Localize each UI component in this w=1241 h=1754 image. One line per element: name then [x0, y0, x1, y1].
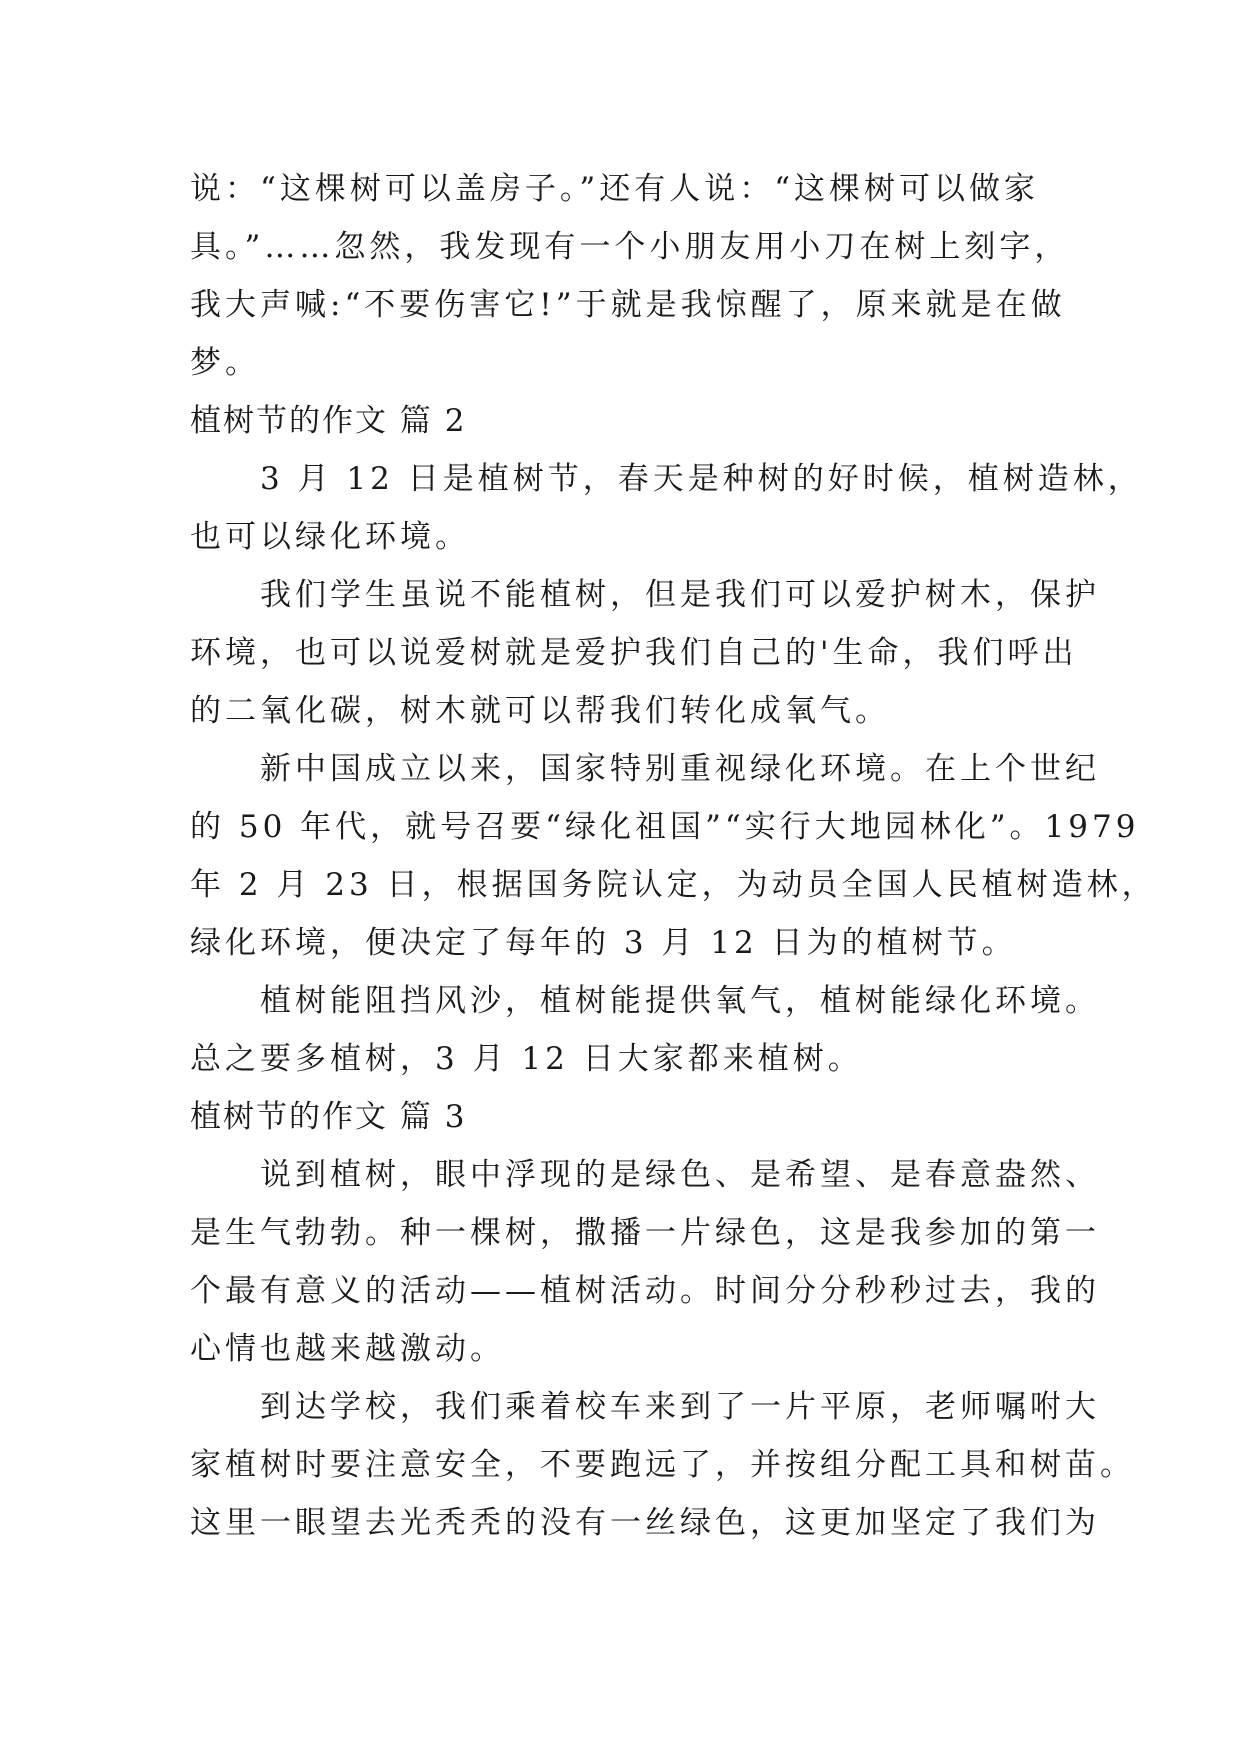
- text-line: 说：“这棵树可以盖房子。”还有人说：“这棵树可以做家: [190, 171, 1040, 207]
- text-line: 我们学生虽说不能植树，但是我们可以爱护树木，保护: [260, 577, 1100, 613]
- text-line: 总之要多植树，3 月 12 日大家都来植树。: [190, 1041, 863, 1077]
- text-line: 也可以绿化环境。: [190, 519, 470, 555]
- text-line: 植树能阻挡风沙，植树能提供氧气，植树能绿化环境。: [260, 983, 1100, 1019]
- text-line: 家植树时要注意安全，不要跑远了，并按组分配工具和树苗。: [190, 1447, 1135, 1483]
- section-heading: 植树节的作文 篇 3: [190, 1099, 467, 1135]
- text-line: 梦。: [190, 345, 260, 381]
- section-heading: 植树节的作文 篇 2: [190, 403, 467, 439]
- text-line: 绿化环境，便决定了每年的 3 月 12 日为的植树节。: [190, 925, 1017, 961]
- text-line: 年 2 月 23 日，根据国务院认定，为动员全国人民植树造林，: [190, 867, 1157, 903]
- text-line: 心情也越来越激动。: [190, 1331, 505, 1367]
- text-line: 3 月 12 日是植树节，春天是种树的好时候，植树造林，: [260, 461, 1143, 497]
- text-line: 的二氧化碳，树木就可以帮我们转化成氧气。: [190, 693, 890, 729]
- text-line: 环境，也可以说爱树就是爱护我们自己的'生命，我们呼出: [190, 635, 1078, 671]
- text-line: 是生气勃勃。种一棵树，撒播一片绿色，这是我参加的第一: [190, 1215, 1100, 1251]
- text-line: 具。”……忽然，我发现有一个小朋友用小刀在树上刻字，: [190, 229, 1070, 265]
- document-page: [190, 160, 1157, 1552]
- text-line: 说到植树，眼中浮现的是绿色、是希望、是春意盎然、: [260, 1157, 1100, 1193]
- text-line: 个最有意义的活动——植树活动。时间分分秒秒过去，我的: [190, 1273, 1100, 1309]
- text-line: 新中国成立以来，国家特别重视绿化环境。在上个世纪: [260, 751, 1100, 787]
- text-line: 的 50 年代，就号召要“绿化祖国”“实行大地园林化”。1979: [190, 809, 1140, 845]
- text-line: 这里一眼望去光秃秃的没有一丝绿色，这更加坚定了我们为: [190, 1505, 1100, 1541]
- text-line: 到达学校，我们乘着校车来到了一片平原，老师嘱咐大: [260, 1389, 1100, 1425]
- text-line: 我大声喊:“不要伤害它!”于就是我惊醒了，原来就是在做: [190, 287, 1066, 323]
